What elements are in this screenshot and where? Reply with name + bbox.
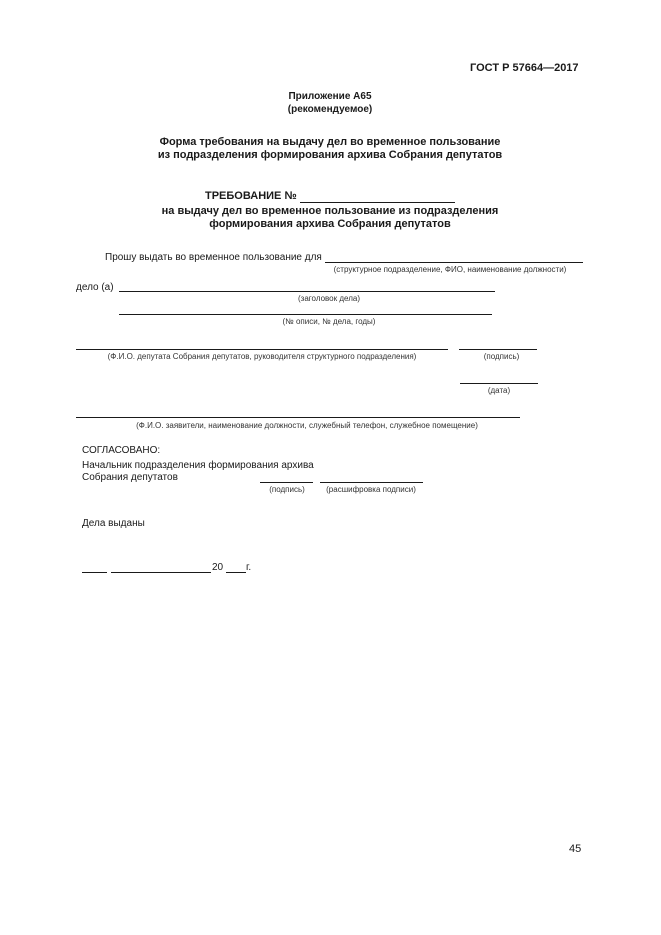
requirement-line-2: на выдачу дел во временное пользование из подразделения: [161, 205, 499, 217]
appendix-status: (рекомендуемое): [287, 104, 373, 115]
request-field-line[interactable]: [325, 262, 583, 263]
approval-decoding-line[interactable]: [320, 482, 423, 483]
applicant-field-line[interactable]: [76, 417, 520, 418]
requirement-line-3: формирования архива Собрания депутатов: [209, 218, 451, 230]
applicant-caption: (Ф.И.О. заявители, наименование должности, служебный телефон, служебное помещение): [136, 421, 478, 430]
approval-decoding-caption: (расшифровка подписи): [326, 485, 416, 494]
case-caption: (заголовок дела): [298, 294, 360, 303]
year-suffix: г.: [246, 562, 252, 573]
deputy-caption: (Ф.И.О. депутата Собрания депутатов, руководителя структурного подразделения): [107, 352, 417, 361]
standard-number: ГОСТ Р 57664—2017: [470, 62, 579, 74]
deputy-signature-caption: (подпись): [483, 352, 520, 361]
requirement-number-line[interactable]: [300, 202, 455, 203]
approval-label: СОГЛАСОВАНО:: [82, 445, 161, 456]
deputy-signature-line[interactable]: [459, 349, 537, 350]
request-caption: (структурное подразделение, ФИО, наименование должности): [333, 265, 567, 274]
year-field-line[interactable]: [226, 572, 246, 573]
approval-signature-caption: (подпись): [269, 485, 305, 494]
page-number: 45: [569, 843, 582, 855]
inventory-caption: (№ описи, № дела, годы): [282, 317, 376, 326]
request-label: Прошу выдать во временное пользование для: [105, 252, 322, 263]
inventory-field-line[interactable]: [119, 314, 492, 315]
month-field-line[interactable]: [111, 572, 211, 573]
issued-label: Дела выданы: [82, 518, 145, 529]
form-title-line-1: Форма требования на выдачу дел во временное пользование: [159, 136, 501, 148]
approval-position-line-2: Собрания депутатов: [82, 472, 178, 483]
date-field-line[interactable]: [460, 383, 538, 384]
appendix-title: Приложение А65: [288, 91, 372, 102]
requirement-heading: ТРЕБОВАНИЕ №: [205, 190, 297, 202]
approval-position-line-1: Начальник подразделения формирования архива: [82, 460, 314, 471]
approval-signature-line[interactable]: [260, 482, 313, 483]
deputy-field-line[interactable]: [76, 349, 448, 350]
date-caption: (дата): [487, 386, 511, 395]
day-field-line[interactable]: [82, 572, 107, 573]
year-prefix: 20: [212, 562, 224, 573]
form-title-line-2: из подразделения формирования архива Собрания депутатов: [157, 149, 503, 161]
case-field-line[interactable]: [119, 291, 495, 292]
case-label: дело (а): [76, 282, 114, 293]
